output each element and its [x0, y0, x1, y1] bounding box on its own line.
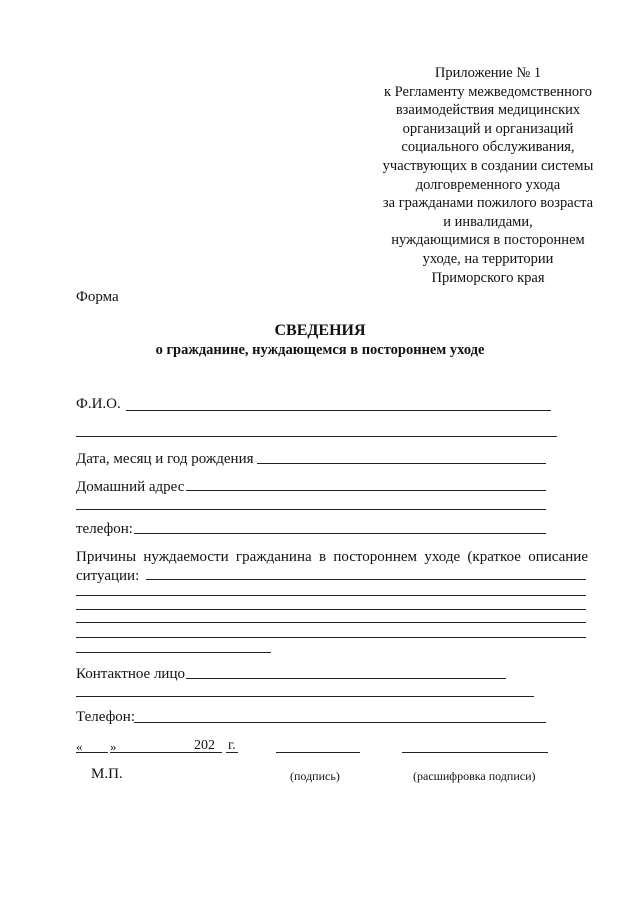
- annex-line: долговременного ухода: [415, 176, 561, 193]
- date-month-input-line[interactable]: [120, 752, 192, 753]
- contact-phone-input-line[interactable]: [134, 722, 546, 723]
- date-year-suffix-underline: [226, 752, 238, 753]
- date-day-input-line[interactable]: [90, 752, 108, 753]
- contact-person-label: Контактное лицо: [76, 666, 185, 682]
- annex-line: нуждающимися в постороннем: [391, 232, 585, 249]
- fio-input-line[interactable]: [126, 410, 551, 411]
- reason-input-line-2[interactable]: [76, 595, 586, 596]
- address-input-line[interactable]: [186, 490, 546, 491]
- annex-line: социального обслуживания,: [401, 139, 575, 156]
- date-close-quote: »: [110, 739, 117, 754]
- date-year: 202: [194, 738, 215, 753]
- fio-label: Ф.И.О.: [76, 396, 121, 412]
- stamp-label: М.П.: [91, 766, 123, 782]
- phone-input-line[interactable]: [134, 533, 546, 534]
- birth-date-label: Дата, месяц и год рождения: [76, 451, 254, 467]
- annex-line: Приложение № 1: [434, 65, 542, 81]
- signature-decode-input-line[interactable]: [402, 752, 548, 753]
- signature-input-line[interactable]: [276, 752, 360, 753]
- address-input-line-2[interactable]: [76, 509, 546, 510]
- annex-line: к Регламенту межведомственного: [384, 83, 592, 100]
- annex-line: за гражданами пожилого возраста: [382, 195, 594, 212]
- annex-header: [352, 64, 624, 287]
- date-year-underline[interactable]: [192, 752, 222, 753]
- date-year-suffix: г.: [228, 738, 236, 753]
- date-quote-underline: [76, 752, 90, 753]
- contact-person-input-line[interactable]: [186, 678, 506, 679]
- document-subtitle: о гражданине, нуждающемся в постороннем уходе: [155, 342, 485, 358]
- annex-line: организаций и организаций: [402, 120, 574, 137]
- reason-label-line2: ситуации:: [76, 568, 140, 584]
- birth-date-input-line[interactable]: [257, 463, 546, 464]
- reason-input-line-1[interactable]: [146, 579, 586, 580]
- phone-label: телефон:: [76, 521, 133, 537]
- contact-phone-label: Телефон:: [76, 709, 135, 725]
- document-title: СВЕДЕНИЯ: [274, 322, 366, 339]
- annex-line: уходе, на территории: [422, 250, 554, 267]
- annex-line: участвующих в создании системы: [382, 157, 594, 174]
- date-open-quote: «: [76, 739, 83, 754]
- reason-input-line-6[interactable]: [76, 652, 271, 653]
- address-label: Домашний адрес: [76, 479, 185, 495]
- form-label: Форма: [76, 289, 119, 305]
- reason-label: [76, 548, 588, 567]
- signature-decode-caption: (расшифровка подписи): [413, 769, 536, 783]
- reason-input-line-4[interactable]: [76, 622, 586, 623]
- signature-caption: (подпись): [290, 769, 340, 783]
- annex-line: взаимодействия медицинских: [395, 102, 581, 119]
- reason-input-line-5[interactable]: [76, 637, 586, 638]
- annex-line: Приморского края: [431, 269, 545, 286]
- contact-person-input-line-2[interactable]: [76, 696, 534, 697]
- reason-input-line-3[interactable]: [76, 609, 586, 610]
- date-quote-underline: [110, 752, 120, 753]
- reason-label-line1: Причины нуждаемости гражданина в постороннем уходе (краткое описание: [76, 549, 588, 565]
- fio-input-line-2[interactable]: [76, 436, 557, 437]
- annex-line: и инвалидами,: [443, 213, 533, 230]
